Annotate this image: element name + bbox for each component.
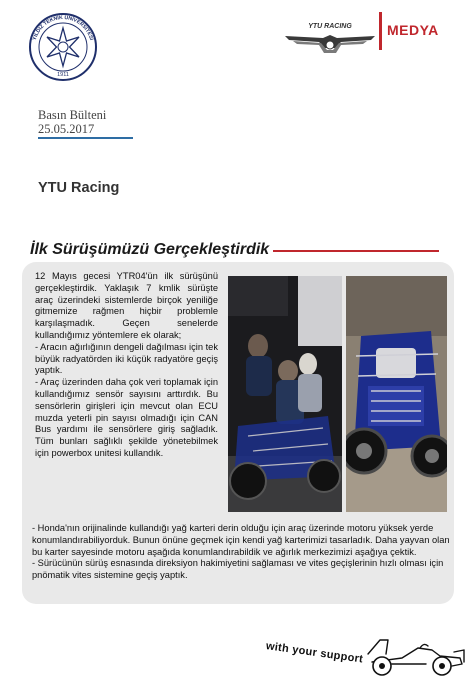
headline-rule	[273, 250, 439, 252]
seal-year: 1911	[57, 72, 69, 78]
intro-text-block	[35, 271, 218, 460]
section-label: MEDYA	[387, 22, 439, 38]
ytu-racing-logo	[283, 18, 377, 60]
press-release-label: Basın Bülteni	[38, 108, 107, 122]
team-garage-photo	[228, 276, 342, 512]
footer-tagline: with your support	[265, 640, 364, 666]
university-seal-logo	[28, 12, 98, 82]
press-release-date: 25.05.2017	[38, 122, 95, 136]
headline: İlk Sürüşümüzü Gerçekleştirdik	[30, 241, 270, 258]
seal-text: YILDIZ TEKNİK ÜNİVERSİTESİ	[31, 14, 95, 42]
bottom-list-item: - Sürücünün sürüş esnasında direksiyon hakimiyetini sağlaması ve vites geçişlerinin hızlı olması için pnömatik vites sistemine geçiş yaptık.	[32, 558, 444, 581]
race-car-sketch-icon	[362, 632, 466, 676]
intro-bullet: - Aracın ağırlığının dengeli dağılması için tek büyük radyatörden iki küçük radyatöre geçiş yaptık.	[35, 341, 218, 376]
intro-bullet: - Araç üzerinden daha çok veri toplamak için kullandığımız sensör sayısını arttırdık. Bu sensörlerin girişleri için mevcut olan ECU muzda yeterli pin sayısı olmadığı için CAN Bus yardımı ile sensörlere giriş sağladık. Tüm bunları sağlıklı şekilde yönetebilmek için powerbox unitesi kullandık.	[35, 377, 218, 458]
intro-paragraph: 12 Mayıs gecesi YTR04'ün ilk sürüşünü gerçekleştirdik. Yaklaşık 7 kmlik sürüşte araç üzerindeki sistemlerde birçok yeniliğe gitmemize rağmen hiçbir problemle karşılaşmadık. Geçen senelerde kullandığımız yöntemlere ek olarak;	[35, 271, 218, 340]
bottom-text-block	[32, 523, 452, 582]
header-divider	[379, 12, 382, 50]
car-closeup-photo	[346, 276, 447, 512]
date-underline	[38, 137, 133, 139]
organization-title: YTU Racing	[38, 180, 120, 196]
bottom-list-item: - Honda'nın orijinalinde kullandığı yağ karteri derin olduğu için araç üzerinde motoru yüksek yerde konumlandırabiliyorduk. Bunun önüne geçmek için kendi yağ karterimizi tasarladık. Daha yayvan olan bu karter sayesinde motoru aşağıda konumlandırabildik ve ağırlık merkezimizi aşağıya çektik.	[32, 523, 450, 557]
ytu-logo-text: YTU RACING	[308, 23, 352, 30]
